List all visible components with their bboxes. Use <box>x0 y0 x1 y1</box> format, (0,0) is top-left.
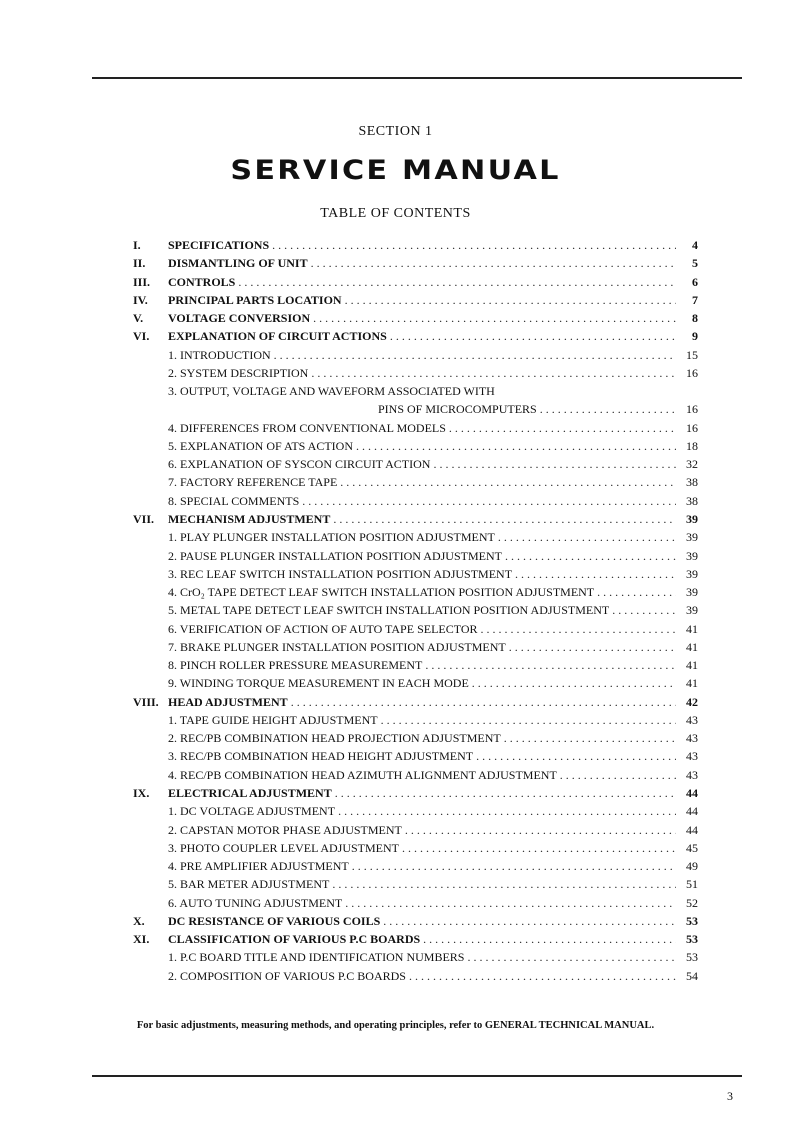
page-title: SERVICE MANUAL <box>230 155 561 186</box>
toc-leader-dots <box>390 327 676 345</box>
toc-entry-body <box>168 967 698 985</box>
toc-entry-page: 44 <box>686 785 698 800</box>
toc-entry-page: 44 <box>686 822 698 837</box>
toc-entry-body <box>168 309 698 327</box>
toc-entry <box>133 236 698 254</box>
toc-entry-number: VIII. <box>133 694 159 709</box>
toc-entry <box>133 693 698 711</box>
toc-entry-body <box>168 894 698 912</box>
toc-leader-dots <box>381 711 676 729</box>
toc-entry <box>133 967 698 985</box>
toc-entry-page: 54 <box>686 968 698 983</box>
toc-leader-dots <box>238 273 676 291</box>
toc-entry-title: 8. PINCH ROLLER PRESSURE MEASUREMENT <box>168 658 423 673</box>
toc-entry-body <box>168 419 698 437</box>
toc-entry-body <box>168 839 698 857</box>
toc-leader-dots <box>338 802 676 820</box>
toc-entry-title: 3. OUTPUT, VOLTAGE AND WAVEFORM ASSOCIATED WITH <box>168 384 495 399</box>
toc-entry-title: 7. FACTORY REFERENCE TAPE <box>168 475 338 490</box>
toc-leader-dots <box>560 766 676 784</box>
toc-entry-title: 4. DIFFERENCES FROM CONVENTIONAL MODELS <box>168 420 446 435</box>
toc-entry-body <box>168 784 698 802</box>
toc-leader-dots <box>467 948 676 966</box>
section-label: SECTION 1 <box>358 124 433 139</box>
toc-entry-title: DC RESISTANCE OF VARIOUS COILS <box>168 913 381 928</box>
toc-heading: TABLE OF CONTENTS <box>320 206 471 221</box>
toc-entry-body <box>168 273 698 291</box>
toc-entry-title: VOLTAGE CONVERSION <box>168 311 311 326</box>
toc-entry <box>133 674 698 692</box>
toc-leader-dots <box>476 747 676 765</box>
toc-entry-page: 39 <box>686 566 698 581</box>
toc-entry-number: IV. <box>133 292 148 307</box>
toc-entry-body <box>168 930 698 948</box>
toc-entry-title: 2. CAPSTAN MOTOR PHASE ADJUSTMENT <box>168 822 402 837</box>
toc-entry-page: 51 <box>686 877 698 892</box>
toc-leader-dots <box>332 875 676 893</box>
toc-entry-title: 8. SPECIAL COMMENTS <box>168 493 300 508</box>
toc-entry-body <box>168 346 698 364</box>
toc-entry <box>133 894 698 912</box>
toc-entry-title: ELECTRICAL ADJUSTMENT <box>168 785 332 800</box>
toc-entry-number: V. <box>133 311 144 326</box>
toc-entry-number: II. <box>133 256 146 271</box>
toc-entry-body <box>168 674 698 692</box>
toc-leader-dots <box>481 620 676 638</box>
toc-entry-body <box>168 291 698 309</box>
toc-entry-title: 5. BAR METER ADJUSTMENT <box>168 877 330 892</box>
toc-entry-body <box>168 948 698 966</box>
toc-leader-dots <box>612 601 676 619</box>
toc-entry-body <box>168 729 698 747</box>
toc-entry-number: III. <box>133 274 151 289</box>
toc-entry-body <box>168 857 698 875</box>
toc-entry-page: 41 <box>686 676 698 691</box>
toc-leader-dots <box>540 400 676 418</box>
toc-entry-page: 9 <box>692 329 698 344</box>
toc-leader-dots <box>311 254 676 272</box>
toc-entry-body <box>168 382 698 400</box>
toc-entry-page: 44 <box>686 804 698 819</box>
toc-entry-number: IX. <box>133 785 150 800</box>
toc-entry <box>133 583 698 601</box>
toc-entry <box>133 309 698 327</box>
toc-entry-title: CONTROLS <box>168 274 236 289</box>
toc-entry-title: EXPLANATION OF CIRCUIT ACTIONS <box>168 329 387 344</box>
toc-entry-body <box>378 400 698 418</box>
toc-leader-dots <box>449 419 676 437</box>
toc-leader-dots <box>409 967 676 985</box>
toc-entry-page: 45 <box>686 840 698 855</box>
toc-entry-page: 16 <box>686 420 698 435</box>
toc-entry-page: 6 <box>692 274 698 289</box>
toc-entry-title: 5. EXPLANATION OF ATS ACTION <box>168 438 354 453</box>
toc-entry-page: 53 <box>686 932 698 947</box>
toc-entry-page: 38 <box>686 493 698 508</box>
toc-entry-title: CLASSIFICATION OF VARIOUS P.C BOARDS <box>168 932 421 947</box>
toc-entry-page: 43 <box>686 749 698 764</box>
toc-leader-dots <box>311 364 676 382</box>
toc-entry-page: 41 <box>686 639 698 654</box>
toc-entry <box>133 492 698 510</box>
toc-entry-body <box>168 711 698 729</box>
toc-entry <box>133 620 698 638</box>
toc-entry-body <box>168 638 698 656</box>
toc-entry-title: PINS OF MICROCOMPUTERS <box>378 402 537 417</box>
top-rule <box>92 77 742 79</box>
toc-entry <box>133 729 698 747</box>
bottom-rule <box>92 1075 742 1077</box>
toc-leader-dots <box>333 510 676 528</box>
toc-entry-title: 4. CrO₂ TAPE DETECT LEAF SWITCH INSTALLATION POSITION ADJUSTMENT <box>168 585 595 600</box>
toc-entry <box>133 528 698 546</box>
toc-entry-page: 39 <box>686 585 698 600</box>
toc-leader-dots <box>509 638 676 656</box>
toc-entry-body <box>168 437 698 455</box>
toc-leader-dots <box>340 473 676 491</box>
toc-leader-dots <box>352 857 676 875</box>
toc-entry-page: 16 <box>686 365 698 380</box>
toc-entry-body <box>168 236 698 254</box>
toc-entry <box>133 400 698 418</box>
toc-leader-dots <box>345 894 676 912</box>
toc-entry-title: 1. PLAY PLUNGER INSTALLATION POSITION ADJUSTMENT <box>168 530 495 545</box>
toc-entry <box>133 473 698 491</box>
toc-entry-title: PRINCIPAL PARTS LOCATION <box>168 292 342 307</box>
toc-entry <box>133 254 698 272</box>
toc-entry-body <box>168 821 698 839</box>
toc-entry <box>133 547 698 565</box>
toc-leader-dots <box>597 583 676 601</box>
toc-entry <box>133 857 698 875</box>
toc-entry-title: 2. COMPOSITION OF VARIOUS P.C BOARDS <box>168 968 406 983</box>
toc-entry-page: 16 <box>686 402 698 417</box>
toc-entry-title: 6. VERIFICATION OF ACTION OF AUTO TAPE SELECTOR <box>168 621 478 636</box>
toc-entry <box>133 327 698 345</box>
toc-entry <box>133 912 698 930</box>
toc-entry-title: 9. WINDING TORQUE MEASUREMENT IN EACH MODE <box>168 676 469 691</box>
toc-entry-page: 43 <box>686 731 698 746</box>
toc-entry-page: 7 <box>692 292 698 307</box>
toc-leader-dots <box>356 437 676 455</box>
toc-entry <box>133 638 698 656</box>
toc-entry <box>133 291 698 309</box>
toc-leader-dots <box>504 729 676 747</box>
toc-entry-body <box>168 473 698 491</box>
toc-entry-body <box>168 766 698 784</box>
toc-entry-title: 1. TAPE GUIDE HEIGHT ADJUSTMENT <box>168 712 378 727</box>
toc-entry-page: 8 <box>692 311 698 326</box>
toc-entry-body <box>168 492 698 510</box>
toc-entry <box>133 711 698 729</box>
toc-entry-page: 39 <box>686 548 698 563</box>
toc-entry <box>133 437 698 455</box>
toc-leader-dots <box>274 346 676 364</box>
toc-entry-body <box>168 565 698 583</box>
toc-entry-body <box>168 912 698 930</box>
toc-entry-title: MECHANISM ADJUSTMENT <box>168 511 331 526</box>
toc-entry-page: 42 <box>686 694 698 709</box>
toc-entry-title: HEAD ADJUSTMENT <box>168 694 288 709</box>
toc-entry-body <box>168 547 698 565</box>
toc-entry-number: XI. <box>133 932 150 947</box>
toc-entry <box>133 510 698 528</box>
toc-entry-title: SPECIFICATIONS <box>168 238 270 252</box>
toc-entry <box>133 784 698 802</box>
toc-entry-title: 3. REC/PB COMBINATION HEAD HEIGHT ADJUSTMENT <box>168 749 474 764</box>
toc-entry-page: 41 <box>686 621 698 636</box>
toc-entry-title: 2. PAUSE PLUNGER INSTALLATION POSITION ADJUSTMENT <box>168 548 502 563</box>
toc-entry-page: 53 <box>686 950 698 965</box>
toc-entry-title: 3. PHOTO COUPLER LEVEL ADJUSTMENT <box>168 840 400 855</box>
toc-entry-page: 18 <box>686 438 698 453</box>
toc-leader-dots <box>472 674 676 692</box>
toc-entry-page: 43 <box>686 712 698 727</box>
toc-entry <box>133 601 698 619</box>
toc-entry-page: 39 <box>686 511 698 526</box>
toc-entry-page: 15 <box>686 347 698 362</box>
toc-entry-body <box>168 510 698 528</box>
toc-entry-title: 5. METAL TAPE DETECT LEAF SWITCH INSTALLATION POSITION ADJUSTMENT <box>168 603 610 618</box>
toc-entry-page: 4 <box>692 238 698 252</box>
footer-note: For basic adjustments, measuring methods, and operating principles, refer to GENERAL TECHNICAL MANUAL. <box>136 1020 655 1031</box>
toc-entry-title: 2. SYSTEM DESCRIPTION <box>168 365 309 380</box>
toc-leader-dots <box>515 565 676 583</box>
toc-entry-title: 6. EXPLANATION OF SYSCON CIRCUIT ACTION <box>168 457 431 472</box>
toc-entry-title: 7. BRAKE PLUNGER INSTALLATION POSITION ADJUSTMENT <box>168 639 506 654</box>
toc-entry <box>133 875 698 893</box>
toc-entry-body <box>168 875 698 893</box>
toc-entry-body <box>168 364 698 382</box>
toc-leader-dots <box>402 839 676 857</box>
toc-entry-page: 43 <box>686 767 698 782</box>
page-number: 3 <box>727 1089 733 1103</box>
toc-leader-dots <box>272 236 676 254</box>
toc-leader-dots <box>425 656 676 674</box>
toc-entry-body <box>168 620 698 638</box>
toc-entry <box>133 802 698 820</box>
toc-leader-dots <box>423 930 676 948</box>
toc-entry <box>133 565 698 583</box>
toc-leader-dots <box>345 291 676 309</box>
toc-entry-body <box>168 747 698 765</box>
toc-entry-number: X. <box>133 913 145 928</box>
toc-entry <box>133 382 698 400</box>
toc-entry-title: 4. REC/PB COMBINATION HEAD AZIMUTH ALIGNMENT ADJUSTMENT <box>168 767 557 782</box>
toc-entry <box>133 747 698 765</box>
toc-entry-body <box>168 656 698 674</box>
toc-entry-title: 1. INTRODUCTION <box>168 347 271 362</box>
toc-entry-title: DISMANTLING OF UNIT <box>168 256 308 271</box>
toc-entry <box>133 948 698 966</box>
toc-entry <box>133 364 698 382</box>
toc-entry-page: 53 <box>686 913 698 928</box>
toc-entry-body <box>168 601 698 619</box>
toc-entry <box>133 930 698 948</box>
toc-entry-page: 38 <box>686 475 698 490</box>
toc-leader-dots <box>498 528 676 546</box>
toc-entry-body <box>168 583 698 601</box>
toc-leader-dots <box>383 912 676 930</box>
toc-leader-dots <box>302 492 676 510</box>
toc-entry-page: 49 <box>686 859 698 874</box>
toc-entry-number: I. <box>133 238 141 252</box>
toc-entry-number: VI. <box>133 329 150 344</box>
toc-entry-number: VII. <box>133 511 155 526</box>
toc-entry-page: 5 <box>692 256 698 271</box>
toc-leader-dots <box>433 455 676 473</box>
toc-leader-dots <box>405 821 676 839</box>
toc-entry <box>133 821 698 839</box>
toc-entry-title: 3. REC LEAF SWITCH INSTALLATION POSITION ADJUSTMENT <box>168 566 513 581</box>
toc-entry-title: 6. AUTO TUNING ADJUSTMENT <box>168 895 343 910</box>
toc-entry-page: 52 <box>686 895 698 910</box>
toc-entry-body <box>168 327 698 345</box>
toc-entry-body <box>168 693 698 711</box>
toc-entry-body <box>168 455 698 473</box>
table-of-contents <box>133 236 698 985</box>
toc-entry-title: 1. DC VOLTAGE ADJUSTMENT <box>168 804 336 819</box>
toc-entry-page: 32 <box>686 457 698 472</box>
toc-entry-title: 1. P.C BOARD TITLE AND IDENTIFICATION NUMBERS <box>168 950 465 965</box>
toc-entry <box>133 419 698 437</box>
toc-entry-body <box>168 528 698 546</box>
toc-entry-title: 4. PRE AMPLIFIER ADJUSTMENT <box>168 859 349 874</box>
toc-leader-dots <box>291 693 676 711</box>
toc-entry <box>133 839 698 857</box>
toc-entry-page: 41 <box>686 658 698 673</box>
toc-entry-page: 39 <box>686 530 698 545</box>
toc-entry-title: 2. REC/PB COMBINATION HEAD PROJECTION ADJUSTMENT <box>168 731 501 746</box>
toc-entry <box>133 656 698 674</box>
toc-entry <box>133 346 698 364</box>
toc-entry <box>133 273 698 291</box>
toc-entry <box>133 455 698 473</box>
toc-leader-dots <box>505 547 676 565</box>
toc-entry-body <box>168 254 698 272</box>
toc-entry-page: 39 <box>686 603 698 618</box>
toc-entry <box>133 766 698 784</box>
toc-leader-dots <box>313 309 676 327</box>
toc-entry-body <box>168 802 698 820</box>
toc-leader-dots <box>335 784 676 802</box>
